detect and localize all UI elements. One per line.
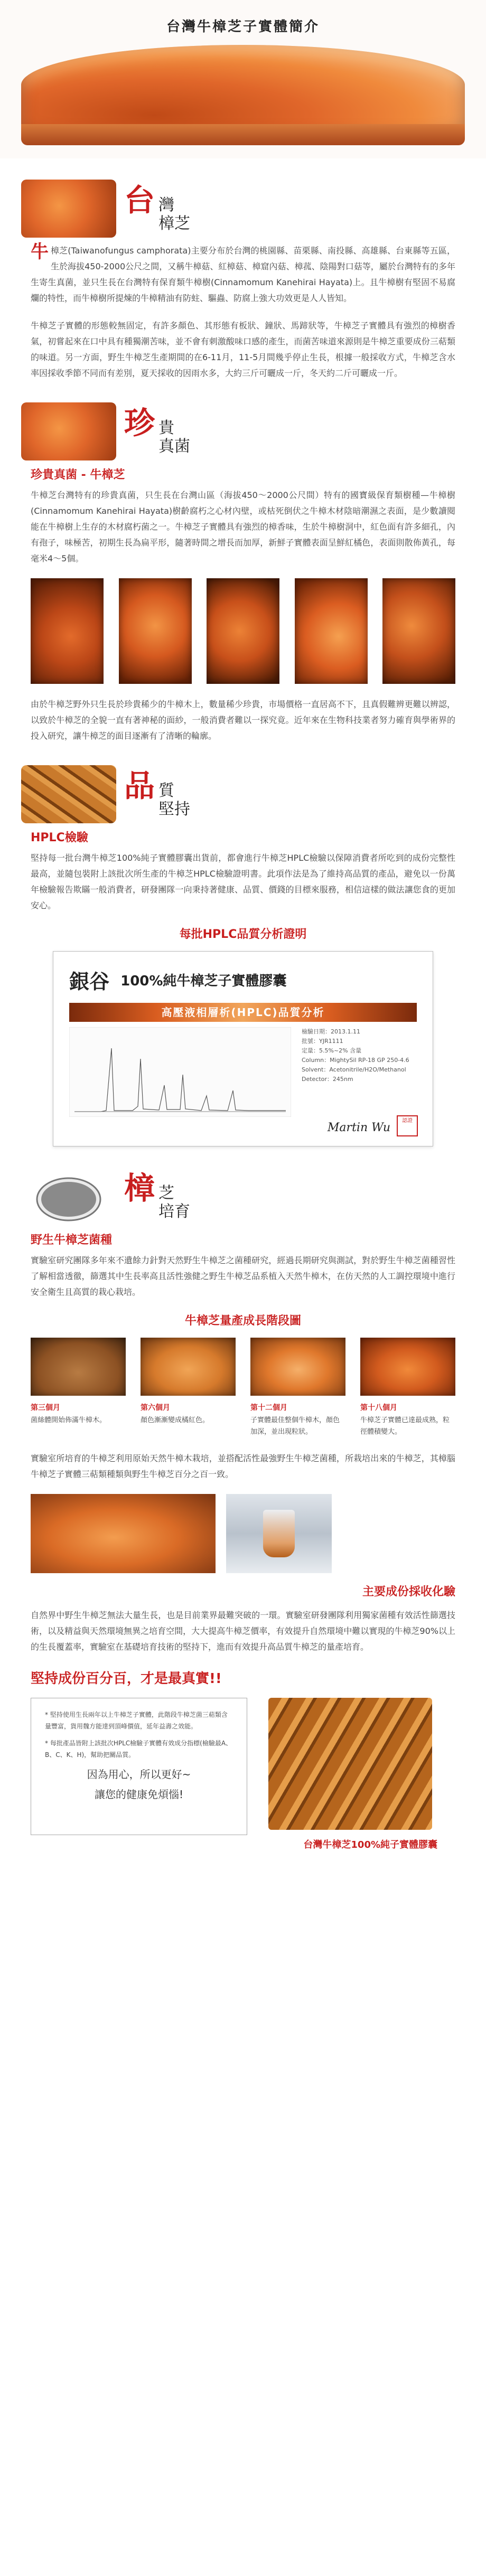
stage-photo [141,1338,236,1396]
hplc-certificate [53,951,433,1146]
highlight-first-char: 牛 [31,241,49,262]
section-cultivate-content [0,1231,486,1328]
capsule-bottle-area [263,1698,437,1851]
paragraph: 牛樟芝子實體的形態較無固定，有許多顏色、其形態有板狀、鐘狀、馬蹄狀等，牛樟芝子實體具有強烈的樟樹香氣，初嘗起來在口中具有種獨潮苦味，並不會有刺激酸味口感的產生，而菌苦味道來源則是牛樟芝重要成份三萜類的味道。另一方面，野生牛樟芝生產期間的在6-11月，11-5月間幾乎停止生長，根據一般採收方式，牛樟芝含水率因採收季節不同而有差別，夏天採收的因雨水多，大約三斤可曬成一斤，冬天約二斤可曬成一斤。 [31,321,455,378]
paragraph: 由於牛樟芝野外只生長於珍貴稀少的牛樟木上，數量稀少珍貴，市場價格一直居高不下，且真假難辨更難以辨認，以致於牛樟芝的全貌一直有著神秘的面紗，一般消費者難以一探究竟。近年來在生物科技業者努力確育與學術界的投入研究，讓牛樟芝的面目逐漸有了清晰的輪廓。 [31,699,455,741]
certificate-info [302,1027,409,1117]
small-char-1: 芝 [158,1184,174,1202]
stage-desc: 菌絲體開始佈滿牛樟木。 [31,1416,107,1424]
mushroom-photo [21,402,116,460]
paragraph: 堅持每一批台灣牛樟芝100%純子實體膠囊出貨前，都會進行牛樟芝HPLC檢驗以保障消費者所吃到的成份完整性最高，並隨包裝附上該批次所生產的牛樟芝HPLC檢驗證明書。此項作法是為了維持高品質的產品，避免以一份萬年檢驗報告欺瞞一般消費者，研發團隊一向秉持著健康、品質、價錢的目標來服務，相信這樣的做法讓您食的更加安心。 [31,853,455,910]
small-char-2: 培育 [158,1202,190,1221]
paragraph-text: 樟芝(Taiwanofungus camphorata)主要分布於台灣的桃園縣、苗栗縣、南投縣、高雄縣、台東縣等五區，生於海拔450-2000公尺之間，又稱牛樟菇、紅樟菇、樟窟內菇、樟菰、陰陽對口菇等，屬於台灣特有的多年生寄生真菌，並只生長在台灣特有保育類牛樟樹(Cinnamomum Kanehirai Hayata)上。且牛樟樹有堅固不易腐爛的特性，而牛樟樹所提煉的牛樟精油有防蛀、驅蟲、防腐上強大功效更是人人皆知。 [31,246,455,303]
paragraph: 實驗室研究團隊多年來不遺餘力針對天然野生牛樟芝之菌種研究，經過長期研究與測試，對於野生牛樟芝菌種習性了解相當透徹，篩選其中生長率高且活性強健之野生牛樟芝品系植入天然牛樟木，在仿天然的人工調控環境中進行安全衛生且高質的栽心栽培。 [31,1255,455,1297]
section-cultivate-content-3 [0,1607,486,1655]
section-taiwan-head [0,180,486,243]
section-subtitle: 野生牛樟芝菌種 [31,1234,113,1247]
stage-desc: 牛樟芝子實體已達最成熟，粒徑體積變大。 [360,1416,450,1436]
info-line: Column：MightySil RP-18 GP 250-4.6 [302,1057,409,1064]
hplc-chromatogram [69,1027,291,1117]
growth-stage [360,1338,455,1438]
info-line: Solvent：Acetonitrile/H2O/Methanol [302,1066,406,1073]
stage-month: 第十八個月 [360,1404,397,1412]
small-chars [158,196,190,233]
small-char-1: 質 [158,782,174,800]
info-line: 批號：YJR1111 [302,1038,343,1045]
harvest-test-title: 主要成份採收化驗 [362,1585,455,1599]
paragraph [31,243,455,306]
mushroom-header-photo [21,45,465,145]
small-chars [158,782,190,819]
section-precious-head [0,402,486,466]
petri-dish-icon [21,1168,116,1226]
certificate-heading: 100%純牛樟芝子實體膠囊 [120,973,287,989]
note-box [31,1698,247,1835]
growth-stage [141,1338,236,1438]
section-quality-head [0,765,486,829]
mushroom-photo [31,1494,216,1573]
stage-month: 第六個月 [141,1404,170,1412]
growth-stage [31,1338,126,1438]
page-title: 台灣牛樟芝子實體簡介 [166,19,320,35]
mushroom-photo [31,578,104,684]
stage-photo [250,1338,345,1396]
section-cultivate-head [0,1168,486,1231]
big-char: 品 [124,768,155,804]
section-subtitle: HPLC檢驗 [31,831,88,844]
paragraph: 牛樟芝台灣特有的珍貴真菌，只生長在台灣山區（海拔450～2000公尺間）特有的國寶級保育類樹種—牛樟樹(Cinnamomum Kanehirai Hayata)樹齡腐朽之心材內壁，或枯死倒伏之牛樟木材陰暗潮濕之表面，是少數讀閱能在牛樟樹上生存的木材腐朽菌之一。牛樟芝子實體具有強烈的樟香味，生於牛樟樹洞中，紅色面有許多細孔，內有孢子，味極苦，初期生長為扁平形，隨著時間之增長而加厚，新鮮子實體表面呈鮮紅橘色，表面則散佈黃孔，每毫米4～5個。 [31,490,455,563]
stage-photo [360,1338,455,1396]
bottom-area [0,1698,486,1851]
info-line: 定量：5.5%~2% 含量 [302,1047,362,1054]
capsule-photo [21,765,116,823]
small-char-2: 堅持 [158,800,190,819]
petri-dish-photo [21,1168,116,1226]
product-label: 台灣牛樟芝100%純子實體膠囊 [303,1839,437,1850]
brand-logo: 銀谷 [69,970,110,993]
stage-desc: 子實體最佳整個牛樟木，顏色加深，並出現粒狀。 [250,1416,340,1436]
paragraph: 自然界中野生牛樟芝無法大量生長，也是目前業界最難突破的一環。實驗室研發團隊利用獨家菌種有效活性篩選技術，以及精益與天然環境無異之培育空間，大大提高牛樟芝價率，有效提升自然環境中難以實現的牛樟芝90%以上的生長覆蓋率，實驗室在基礎培育技術的堅持下，進而有效提升高品質牛樟芝的量產培育。 [31,1610,455,1652]
seal-stamp: 認證 [397,1115,418,1136]
certificate-title: 每批HPLC品質分析證明 [179,928,307,941]
note-big-2: 讓您的健康免煩惱! [94,1788,184,1801]
capsules-photo [268,1698,432,1830]
extraction-photos [0,1494,486,1573]
hplc-bar: 高壓液相層析(HPLC)品質分析 [69,1003,417,1022]
section-quality-content [0,829,486,942]
growth-stages [0,1338,486,1438]
top-header [0,0,486,158]
big-char: 樟 [124,1170,155,1206]
section-taiwan-content [0,243,486,381]
small-char-1: 貴 [158,419,174,437]
small-char-1: 灣 [158,196,174,214]
small-chars [158,1184,190,1221]
note-big-1: 因為用心，所以更好~ [87,1768,191,1781]
slogan: 堅持成份百分百，才是最真實!! [31,1671,222,1687]
stage-month: 第三個月 [31,1404,60,1412]
stage-desc: 顏色漸漸變成橘紅色。 [141,1416,210,1424]
chart-area [69,1027,417,1117]
growth-stage [250,1338,345,1438]
info-line: Detector：245nm [302,1076,353,1083]
paragraph: 實驗室所培育的牛樟芝利用原始天然牛樟木栽培，並搭配活性最強野生牛樟芝菌種，所栽培出來的牛樟芝，其樟腦牛樟芝子實體三萜類種類與野生牛樟芝百分之百一致。 [31,1453,455,1479]
info-line: 檢驗日期：2013.1.11 [302,1028,360,1035]
stage-photo [31,1338,126,1396]
section-subtitle: 珍貴真菌 - 牛樟芝 [31,468,125,482]
small-char-2: 真菌 [158,437,190,456]
stage-month: 第十二個月 [250,1404,287,1412]
note-line: * 每批產品皆附上該批次HPLC檢驗子實體有效成分指標(檢驗最A、B、C、K、H)，幫助把關品質。 [45,1740,232,1759]
mushroom-photo [21,180,116,238]
mushroom-photo [382,578,455,684]
mushroom-photo [207,578,279,684]
lab-flask-photo [226,1494,332,1573]
small-chars [158,419,190,456]
signature: Martin Wu [327,1121,390,1134]
section-precious-content [0,466,486,567]
mushroom-photo-strip [0,578,486,684]
note-line: * 堅持使用生長兩年以上牛樟芝子實體，此階段牛樟芝菌三萜類含量豐富，貨用魏方能達到頂峰價值，延年益壽之效能。 [45,1711,228,1730]
mushroom-photo [295,578,368,684]
growth-stage-title: 牛樟芝量產成長階段圖 [184,1314,301,1328]
big-char: 珍 [124,405,155,441]
small-char-2: 樟芝 [158,214,190,233]
mushroom-photo [119,578,192,684]
section-cultivate-content-2 [0,1451,486,1482]
big-char: 台 [124,182,155,218]
section-precious-content-2 [0,697,486,744]
